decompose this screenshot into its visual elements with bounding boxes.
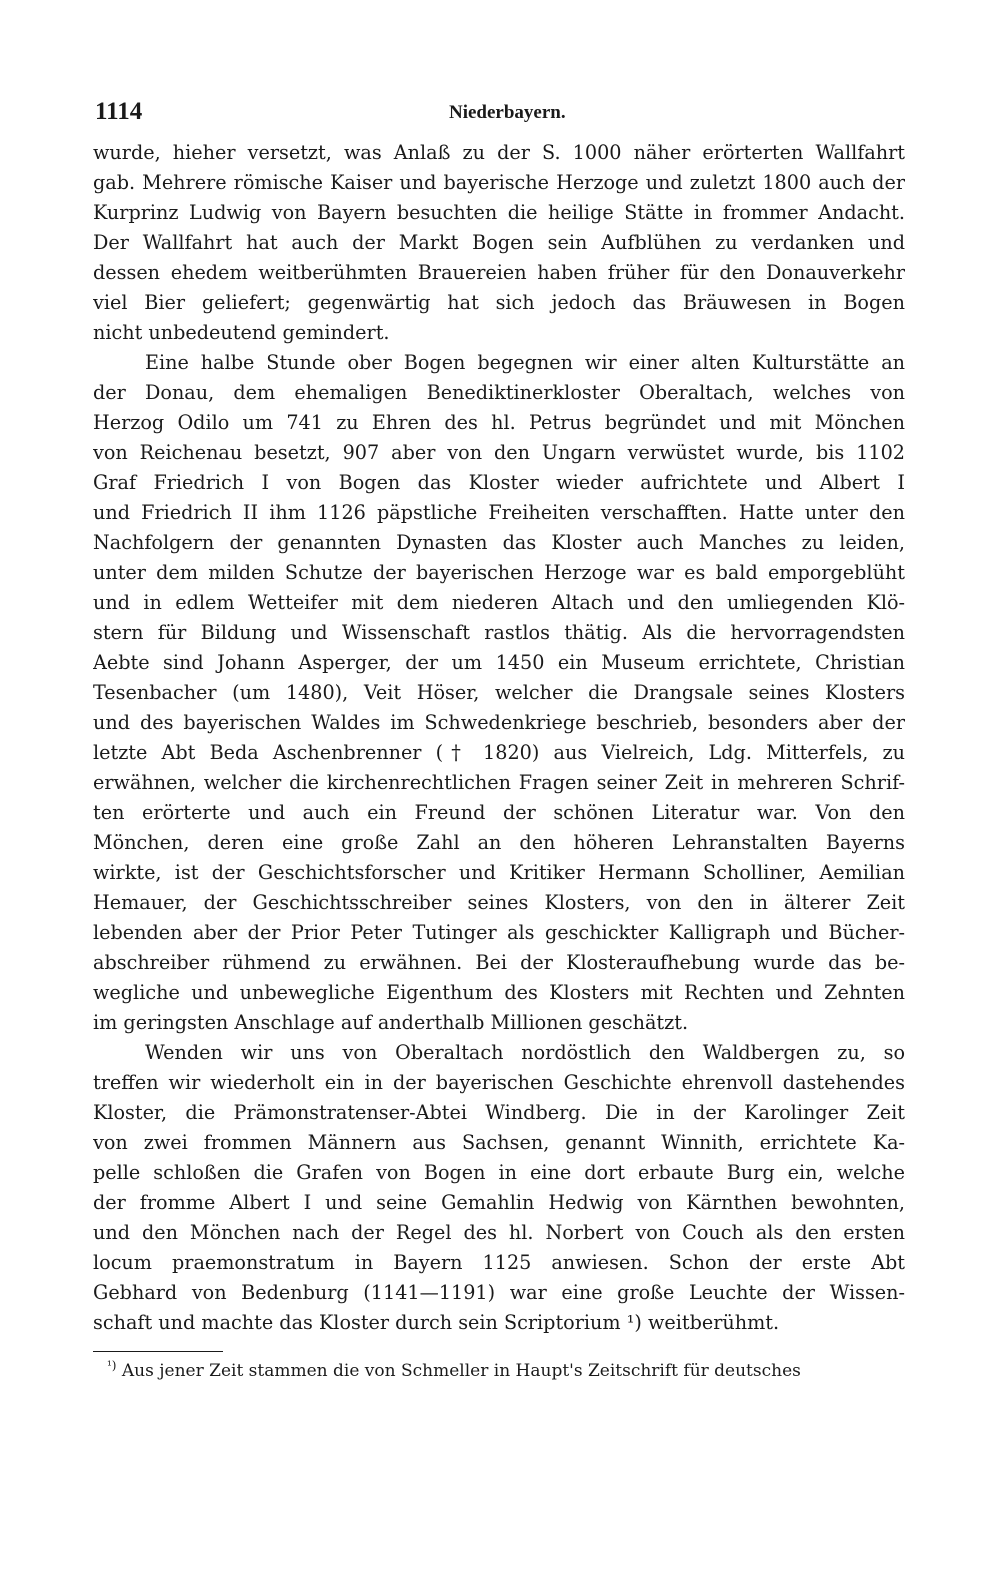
text-line: lebenden aber der Prior Peter Tutinger als geschickter Kalligraph und Bücher- xyxy=(93,921,905,944)
paragraph xyxy=(93,138,905,348)
text-line: und in edlem Wetteifer mit dem niederen Altach und den umliegenden Klö- xyxy=(93,591,905,614)
text-line: viel Bier geliefert; gegenwärtig hat sich jedoch das Bräuwesen in Bogen xyxy=(93,291,905,314)
text-line: und des bayerischen Waldes im Schwedenkriege beschrieb, besonders aber der xyxy=(93,711,905,734)
footnote xyxy=(93,1356,905,1386)
text-line: letzte Abt Beda Aschenbrenner († 1820) aus Vielreich, Ldg. Mitterfels, zu xyxy=(93,741,905,764)
paragraph xyxy=(93,348,905,1038)
text-line: Aebte sind Johann Asperger, der um 1450 ein Museum errichtete, Christian xyxy=(93,651,905,674)
text-line: Nachfolgern der genannten Dynasten das Kloster auch Manches zu leiden, xyxy=(93,531,905,554)
text-line: im geringsten Anschlage auf anderthalb Millionen geschätzt. xyxy=(93,1011,689,1034)
text-line: treffen wir wiederholt ein in der bayerischen Geschichte ehrenvoll dastehendes xyxy=(93,1071,905,1094)
text-line: abschreiber rühmend zu erwähnen. Bei der Klosteraufhebung wurde das be- xyxy=(93,951,905,974)
text-line: Gebhard von Bedenburg (1141—1191) war eine große Leuchte der Wissen- xyxy=(93,1281,905,1304)
text-line: Mönchen, deren eine große Zahl an den höheren Lehranstalten Bayerns xyxy=(93,831,905,854)
text-line: wegliche und unbewegliche Eigenthum des Klosters mit Rechten und Zehnten xyxy=(93,981,905,1004)
text-line: Graf Friedrich I von Bogen das Kloster wieder aufrichtete und Albert I xyxy=(93,471,905,494)
text-line: Kurprinz Ludwig von Bayern besuchten die heilige Stätte in frommer Andacht. xyxy=(93,201,905,224)
paragraph xyxy=(93,1038,905,1338)
text-line: schaft und machte das Kloster durch sein Scriptorium ¹) weitberühmt. xyxy=(93,1311,780,1334)
footnote-divider xyxy=(93,1351,223,1352)
text-line: Eine halbe Stunde ober Bogen begegnen wir einer alten Kulturstätte an xyxy=(145,351,905,374)
text-line: stern für Bildung und Wissenschaft rastlos thätig. Als die hervorragendsten xyxy=(93,621,905,644)
text-line: locum praemonstratum in Bayern 1125 anwiesen. Schon der erste Abt xyxy=(93,1251,905,1274)
text-line: unter dem milden Schutze der bayerischen Herzoge war es bald emporgeblüht xyxy=(93,561,905,584)
text-line: und den Mönchen nach der Regel des hl. Norbert von Couch als den ersten xyxy=(93,1221,905,1244)
footnote-mark: ¹) xyxy=(107,1358,117,1373)
text-line: Tesenbacher (um 1480), Veit Höser, welcher die Drangsale seines Klosters xyxy=(93,681,905,704)
text-line: Hemauer, der Geschichtsschreiber seines Klosters, von den in älterer Zeit xyxy=(93,891,905,914)
text-line: Herzog Odilo um 741 zu Ehren des hl. Petrus begründet und mit Mönchen xyxy=(93,411,905,434)
footnote-text: Aus jener Zeit stammen die von Schmeller in Haupt's Zeitschrift für deutsches xyxy=(121,1361,801,1381)
text-line: Der Wallfahrt hat auch der Markt Bogen sein Aufblühen zu verdanken und xyxy=(93,231,905,254)
text-line: dessen ehedem weitberühmten Brauereien haben früher für den Donauverkehr xyxy=(93,261,905,284)
text-line: Kloster, die Prämonstratenser-Abtei Windberg. Die in der Karolinger Zeit xyxy=(93,1101,905,1124)
text-line: von zwei frommen Männern aus Sachsen, genannt Winnith, errichtete Ka- xyxy=(93,1131,905,1154)
text-line: erwähnen, welcher die kirchenrechtlichen Fragen seiner Zeit in mehreren Schrif- xyxy=(93,771,905,794)
page-header xyxy=(93,98,905,138)
running-head: Niederbayern. xyxy=(449,102,566,123)
document-page xyxy=(93,98,905,1386)
page-number: 1114 xyxy=(95,98,143,125)
text-line: von Reichenau besetzt, 907 aber von den Ungarn verwüstet wurde, bis 1102 xyxy=(93,441,905,464)
text-line: und Friedrich II ihm 1126 päpstliche Freiheiten verschafften. Hatte unter den xyxy=(93,501,905,524)
text-line: wirkte, ist der Geschichtsforscher und Kritiker Hermann Scholliner, Aemilian xyxy=(93,861,905,884)
text-line: wurde, hieher versetzt, was Anlaß zu der S. 1000 näher erörterten Wallfahrt xyxy=(93,141,905,164)
text-line: Wenden wir uns von Oberaltach nordöstlich den Waldbergen zu, so xyxy=(145,1041,905,1064)
text-line: pelle schloßen die Grafen von Bogen in eine dort erbaute Burg ein, welche xyxy=(93,1161,905,1184)
body-text xyxy=(93,138,905,1338)
footnote-line xyxy=(93,1356,905,1386)
text-line: der fromme Albert I und seine Gemahlin Hedwig von Kärnthen bewohnten, xyxy=(93,1191,905,1214)
text-line: der Donau, dem ehemaligen Benediktinerkloster Oberaltach, welches von xyxy=(93,381,905,404)
text-line: gab. Mehrere römische Kaiser und bayerische Herzoge und zuletzt 1800 auch der xyxy=(93,171,905,194)
text-line: ten erörterte und auch ein Freund der schönen Literatur war. Von den xyxy=(93,801,905,824)
text-line: nicht unbedeutend gemindert. xyxy=(93,321,390,344)
